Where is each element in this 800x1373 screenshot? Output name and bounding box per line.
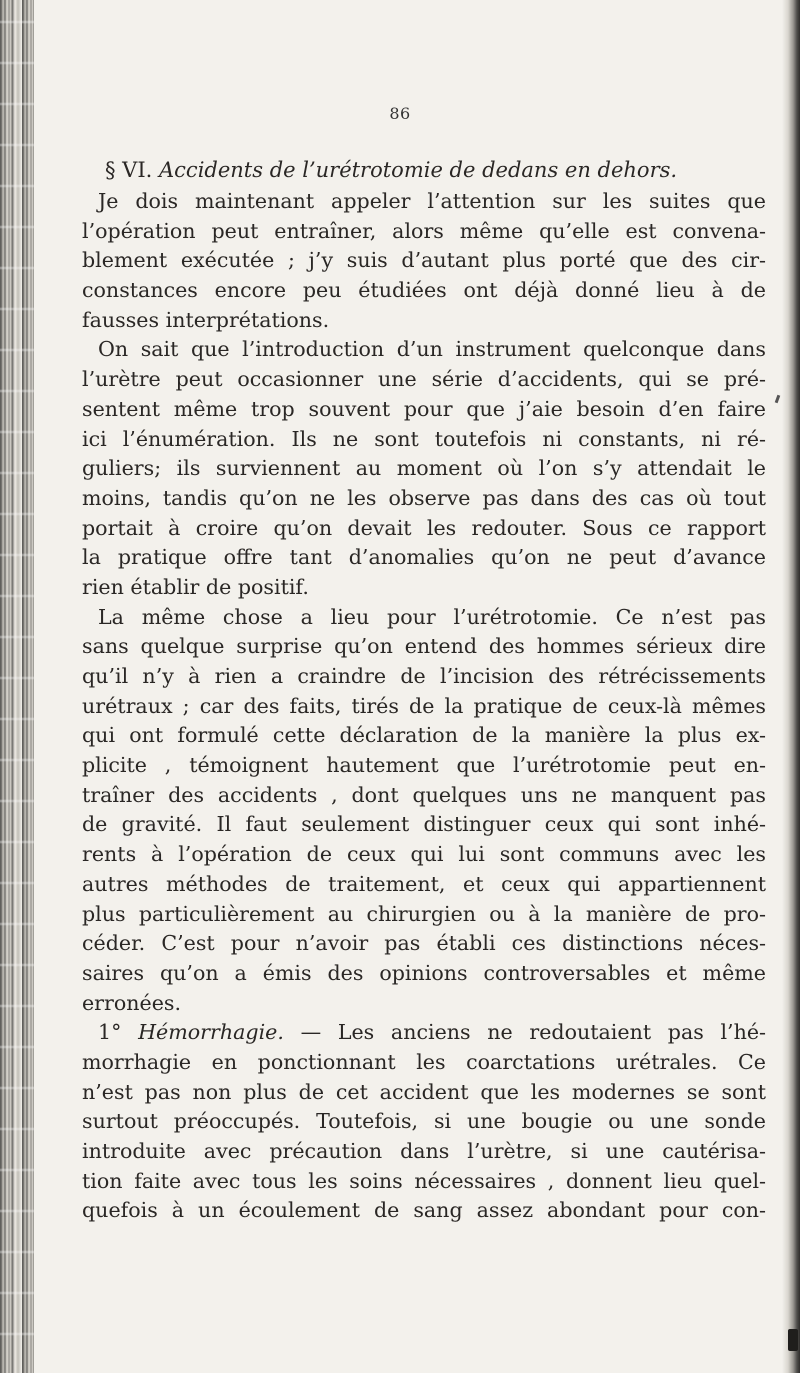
text-line: erronées. xyxy=(82,990,182,1015)
text-line: la pratique offre tant d’anomalies qu’on ne peut d’avance xyxy=(82,545,766,570)
text-line: l’urètre peut occasionner une série d’accidents, qui se pré- xyxy=(82,367,766,392)
text-line: rien établir de positif. xyxy=(82,574,309,599)
text-line: fausses interprétations. xyxy=(82,307,330,332)
text-line: introduite avec précaution dans l’urètre, si une cautérisa- xyxy=(82,1139,766,1163)
list-item-term: Hémorrhagie. xyxy=(138,1020,284,1045)
text-line: sans quelque surprise qu’on entend des hommes sérieux dire xyxy=(82,634,766,659)
page-binding-edge xyxy=(0,0,34,1373)
section-title: Accidents de l’urétrotomie de dedans en dehors. xyxy=(159,158,678,182)
text-line: autres méthodes de traitement, et ceux qui appartiennent xyxy=(82,871,766,896)
text-line: urétraux ; car des faits, tirés de la pratique de ceux-là mêmes xyxy=(82,693,766,718)
text-line: morrhagie en ponctionnant les coarctations urétrales. Ce xyxy=(82,1049,766,1074)
text-line: ici l’énumération. Ils ne sont toutefois ni constants, ni ré- xyxy=(82,426,766,451)
text-line: quefois à un écoulement de sang assez abondant pour con- xyxy=(82,1198,766,1223)
text-line: sentent même trop souvent pour que j’aie besoin d’en faire xyxy=(82,396,766,421)
section-marker: § VI. xyxy=(105,158,153,182)
text-line: guliers; ils surviennent au moment où l’on s’y attendait le xyxy=(82,456,766,481)
list-item-text: — Les anciens ne redoutaient pas l’hé- xyxy=(300,1020,766,1045)
page-number: 86 xyxy=(389,104,411,123)
text-line: l’opération peut entraîner, alors même qu’elle est convena- xyxy=(82,218,766,243)
text-line: qui ont formulé cette déclaration de la manière la plus ex- xyxy=(82,723,766,748)
text-line: portait à croire qu’on devait les redouter. Sous ce rapport xyxy=(82,515,766,540)
text-line: traîner des accidents , dont quelques uns ne manquent pas xyxy=(82,782,766,807)
page-right-edge xyxy=(782,0,800,1373)
text-line: blement exécutée ; j’y suis d’autant plus porté que des cir- xyxy=(82,248,766,273)
text-line: moins, tandis qu’on ne les observe pas dans des cas où tout xyxy=(82,485,766,510)
body-text xyxy=(82,187,766,1226)
text-line: On sait que l’introduction d’un instrument quelconque dans xyxy=(98,337,766,362)
text-line: constances encore peu étudiées ont déjà donné lieu à de xyxy=(82,278,766,303)
stray-ink-mark xyxy=(775,395,781,404)
text-line: n’est pas non plus de cet accident que les modernes se sont xyxy=(82,1079,766,1104)
text-line: céder. C’est pour n’avoir pas établi ces distinctions néces- xyxy=(82,931,766,956)
list-item-heading xyxy=(82,1018,766,1048)
list-item-number: 1° xyxy=(98,1020,122,1045)
text-line: tion faite avec tous les soins nécessaires , donnent lieu quel- xyxy=(82,1168,766,1193)
text-line: surtout préoccupés. Toutefois, si une bougie ou une sonde xyxy=(82,1109,766,1134)
text-line: saires qu’on a émis des opinions controversables et même xyxy=(82,960,766,985)
text-line: Je dois maintenant appeler l’attention sur les suites que xyxy=(98,189,766,213)
section-heading xyxy=(105,158,765,182)
text-line: de gravité. Il faut seulement distinguer ceux qui sont inhé- xyxy=(82,812,766,837)
text-line: La même chose a lieu pour l’urétrotomie. Ce n’est pas xyxy=(98,604,766,629)
text-line: rents à l’opération de ceux qui lui sont communs avec les xyxy=(82,842,766,867)
text-line: plus particulièrement au chirurgien ou à la manière de pro- xyxy=(82,901,766,926)
text-line: qu’il n’y à rien a craindre de l’incision des rétrécissements xyxy=(82,664,766,688)
text-line: plicite , témoignent hautement que l’urétrotomie peut en- xyxy=(82,753,766,778)
